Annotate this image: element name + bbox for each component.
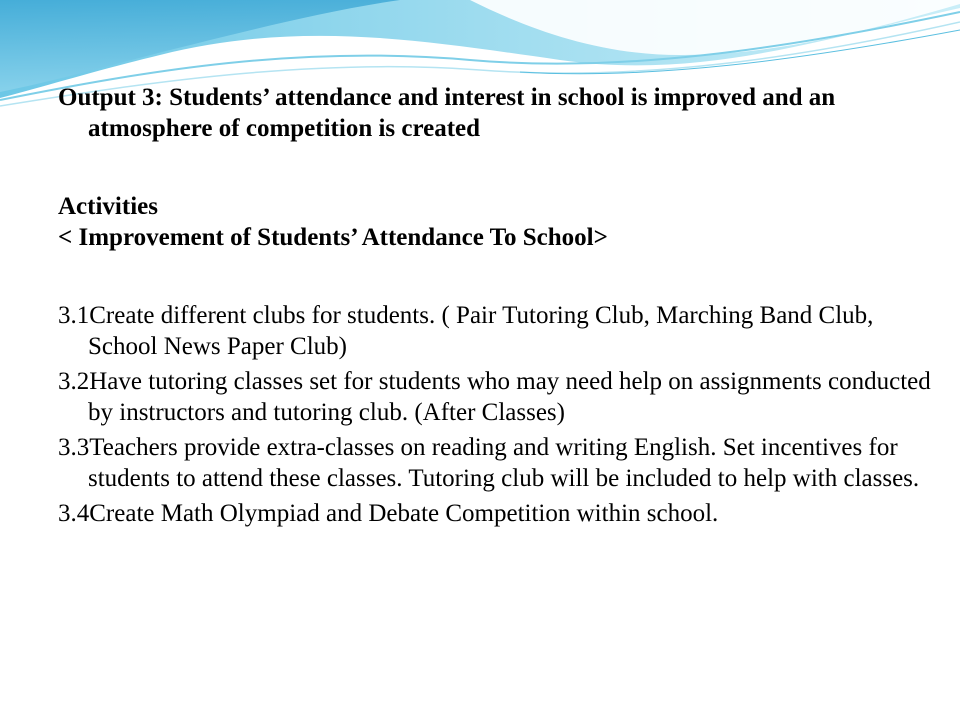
activity-item-3-3: 3.3Teachers provide extra-classes on reading and writing English. Set incentives for students to attend these classes. Tutoring club will be included to help with classes. — [58, 434, 920, 492]
activity-item-3-4: 3.4Create Math Olympiad and Debate Competition within school. — [58, 500, 719, 527]
activity-item-3-2: 3.2Have tutoring classes set for students who may need help on assignments conducted by instructors and tutoring club. (After Classes) — [58, 368, 931, 426]
slide-body — [58, 82, 938, 529]
activity-item-3-1: 3.1Create different clubs for students. ( Pair Tutoring Club, Marching Band Club, School News Paper Club) — [58, 302, 874, 360]
activities-label: Activities — [58, 193, 158, 220]
activities-subtitle: < Improvement of Students’ Attendance To School> — [58, 224, 608, 251]
output-heading: Output 3: Students’ attendance and interest in school is improved and an atmosphere of competition is created — [58, 84, 836, 142]
